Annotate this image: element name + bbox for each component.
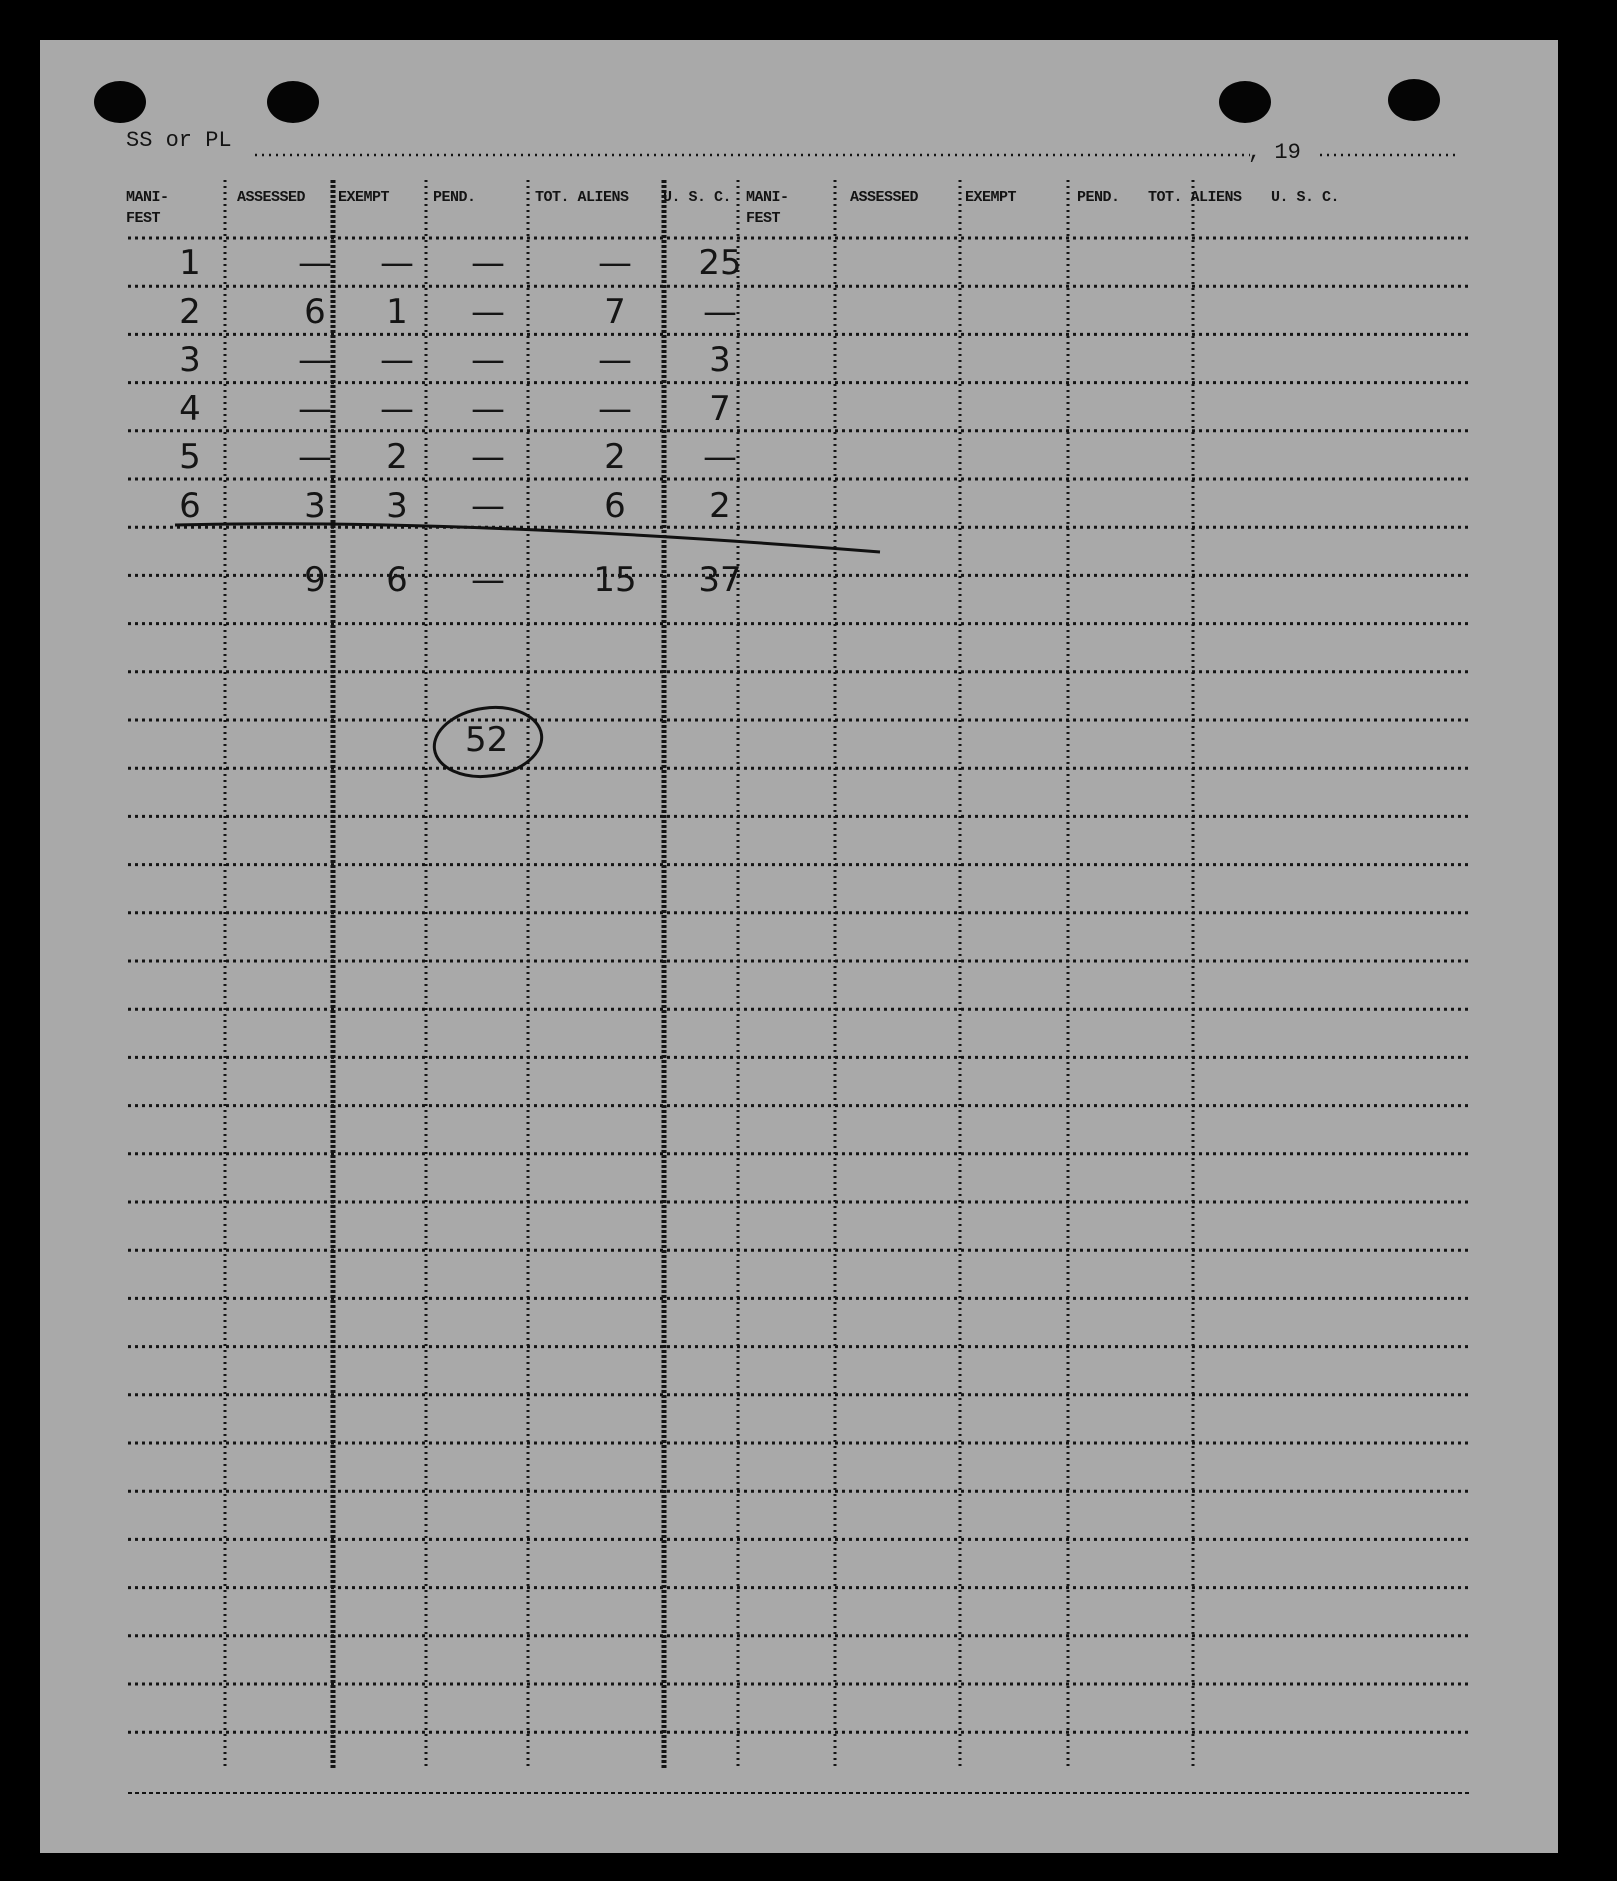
cell-exempt: — [380,340,414,380]
cell-pend: — [471,243,505,283]
punch-hole [1388,79,1440,121]
cell-pend: — [471,437,505,477]
cell-pend: — [471,485,505,526]
left-col-header: MANI- FEST [126,189,169,227]
cell-tot-aliens: — [598,340,632,380]
cell-tot-aliens: 7 [604,291,626,332]
cell-assessed: — [298,243,332,283]
cell-usc: — [703,437,737,477]
left-col-header: ASSESSED [237,189,306,206]
cell-exempt: 2 [386,437,408,477]
cell-tot-aliens: — [598,388,632,429]
total-exempt: 6 [386,560,408,600]
cell-tot-aliens: — [598,243,632,283]
cell-manifest: 2 [179,291,201,332]
cell-exempt: 3 [386,485,408,526]
cell-assessed: — [298,437,332,477]
cell-manifest: 1 [179,243,201,283]
cell-usc: 7 [709,388,731,429]
left-col-header: EXEMPT [338,189,390,206]
cell-manifest: 4 [179,388,201,429]
cell-assessed: — [298,388,332,429]
cell-manifest: 5 [179,437,201,477]
cell-tot-aliens: 6 [604,485,626,526]
cell-pend: — [471,291,505,332]
punch-hole [94,81,146,123]
cell-pend: — [471,388,505,429]
total-tot-aliens: 15 [593,560,637,600]
right-col-header: U. S. C. [1271,189,1340,206]
cell-manifest: 6 [179,485,201,526]
cell-manifest: 3 [179,340,201,380]
manifest-form-page [40,40,1558,1853]
cell-exempt: — [380,388,414,429]
cell-assessed: 6 [304,291,326,332]
cell-assessed: 3 [304,485,326,526]
left-col-header: PEND. [433,189,476,206]
right-col-header: PEND. [1077,189,1120,206]
punch-hole [267,81,319,123]
cell-usc: 25 [698,243,742,283]
total-usc: 37 [698,560,742,600]
cell-tot-aliens: 2 [604,437,626,477]
cell-pend: — [471,340,505,380]
right-col-header: ASSESSED [850,189,919,206]
cell-usc: 3 [709,340,731,380]
form-grid [40,40,1558,1853]
right-col-header: EXEMPT [965,189,1017,206]
ship-label: SS or PL [126,128,232,153]
left-col-header: TOT. ALIENS [535,189,629,206]
right-col-header: MANI- FEST [746,189,789,227]
grand-total: 52 [465,720,509,760]
cell-exempt: 1 [386,291,408,332]
cell-usc: 2 [709,485,731,526]
punch-hole [1219,81,1271,123]
right-col-header: TOT. ALIENS [1148,189,1242,206]
left-col-header: U. S. C. [663,189,732,206]
cell-exempt: — [380,243,414,283]
total-assessed: 9 [304,560,326,600]
cell-usc: — [703,291,737,332]
date-prefix: , 19 [1248,140,1301,165]
cell-assessed: — [298,340,332,380]
total-pend: — [471,560,505,600]
